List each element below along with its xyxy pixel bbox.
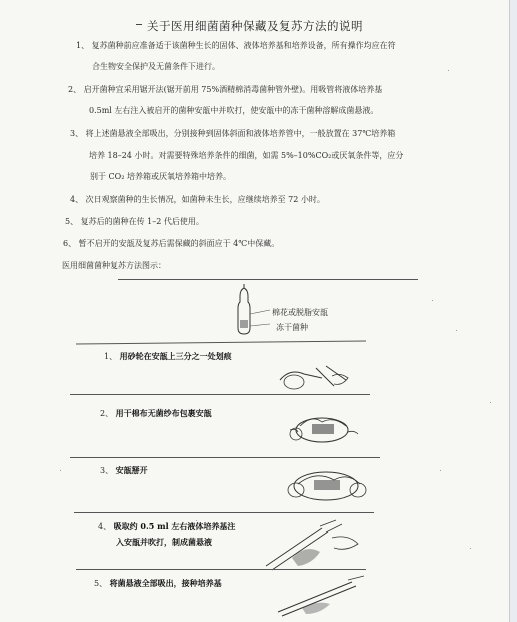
step-3 bbox=[100, 465, 148, 476]
item-5-number: 5、 bbox=[65, 217, 79, 226]
item-6 bbox=[63, 234, 279, 254]
step-4-number: 4、 bbox=[98, 522, 112, 531]
ampoule-label-cotton: 棉花或脱脂安瓿 bbox=[272, 308, 328, 317]
scan-speckle bbox=[196, 520, 197, 521]
step-2-text: 用干棉布无菌纱布包裹安瓿 bbox=[115, 408, 212, 418]
step-2-number: 2、 bbox=[100, 409, 114, 418]
step-5-text: 将菌悬液全部吸出，接种培养基 bbox=[109, 578, 222, 588]
step-1-text: 用砂轮在安瓿上三分之一处划痕 bbox=[119, 351, 232, 361]
step-4-text-2: 入安瓿并吹打，制成菌悬液 bbox=[116, 537, 212, 547]
item-5-line-1: 复苏后的菌种在传 1–2 代后使用。 bbox=[80, 217, 204, 226]
scrollbar-track[interactable] bbox=[509, 0, 517, 622]
item-1-line-1: 复苏菌种前应准备适于该菌种生长的固体、液体培养基和培养设备，所有操作均应在符 bbox=[91, 41, 396, 50]
step-4-text: 吸取约 0.5 ml 左右液体培养基注 bbox=[113, 521, 236, 531]
item-3-number: 3、 bbox=[70, 129, 84, 138]
step-4 bbox=[98, 521, 235, 532]
divider-line bbox=[118, 279, 418, 280]
step-2-divider bbox=[70, 394, 370, 395]
ampoule-label-bacteria: 冻干菌种 bbox=[276, 323, 308, 332]
item-3 bbox=[70, 124, 395, 144]
step-1-number: 1、 bbox=[104, 352, 118, 361]
item-1-line-2: 合生物安全保护及无菌条件下进行。 bbox=[92, 62, 220, 71]
title-dash bbox=[136, 24, 142, 25]
step-2-illustration bbox=[282, 402, 362, 452]
scan-speckle bbox=[490, 402, 491, 403]
step-5 bbox=[94, 578, 222, 589]
scan-speckle bbox=[448, 70, 449, 71]
scan-speckle bbox=[456, 330, 457, 331]
item-3-line-3: 别于 CO₂ 培养箱或厌氧培养箱中培养。 bbox=[90, 172, 231, 181]
item-4-number: 4、 bbox=[70, 195, 84, 204]
item-1-number: 1、 bbox=[76, 41, 90, 50]
item-4-line-1: 次日观察菌种的生长情况，如菌种未生长，应继续培养至 72 小时。 bbox=[85, 195, 325, 204]
step-2 bbox=[100, 408, 212, 419]
step-1-illustration bbox=[276, 360, 356, 396]
item-6-number: 6、 bbox=[63, 239, 77, 248]
step-5-divider bbox=[76, 569, 366, 570]
scan-speckle bbox=[60, 470, 61, 471]
scan-speckle bbox=[470, 548, 471, 549]
item-4 bbox=[70, 190, 325, 210]
step-3-text: 安瓿掰开 bbox=[115, 465, 148, 475]
item-2-number: 2、 bbox=[68, 85, 82, 94]
scan-speckle bbox=[432, 300, 433, 301]
item-2 bbox=[68, 80, 382, 100]
step-4-illustration bbox=[262, 518, 372, 574]
step-3-divider bbox=[70, 457, 380, 458]
item-1 bbox=[76, 36, 396, 56]
document-title: 关于医用细菌菌种保藏及复苏方法的说明 bbox=[147, 19, 363, 33]
item-6-line-1: 暂不启开的安瓿及复苏后需保藏的斜面应于 4℃中保藏。 bbox=[78, 239, 280, 248]
scan-speckle bbox=[440, 470, 441, 471]
step-1 bbox=[104, 351, 232, 362]
step-1-divider bbox=[76, 340, 366, 344]
step-5-number: 5、 bbox=[94, 579, 108, 588]
item-3-line-1: 将上述菌悬液全部吸出，分别接种到固体斜面和液体培养管中，一般放置在 37℃培养箱 bbox=[85, 129, 396, 138]
item-2-line-2: 0.5ml 左右注入被启开的菌种安瓿中并吹打，使安瓿中的冻干菌种溶解成菌悬液。 bbox=[89, 106, 379, 115]
step-3-number: 3、 bbox=[100, 466, 114, 475]
item-2-line-1: 启开菌种宜采用锯开法(锯开前用 75%酒精棉消毒菌种管外壁)。用吸管将液体培养基 bbox=[83, 85, 383, 94]
step-4-divider bbox=[74, 512, 374, 513]
step-5-illustration bbox=[272, 574, 372, 618]
item-5 bbox=[65, 212, 204, 232]
item-3-line-2: 培养 18–24 小时。对需要特殊培养条件的细菌，如需 5%–10%CO₂或厌氧条件等，应分 bbox=[89, 151, 404, 160]
figure-heading: 医用细菌菌种复苏方法图示： bbox=[62, 261, 166, 270]
step-3-illustration bbox=[276, 462, 376, 508]
